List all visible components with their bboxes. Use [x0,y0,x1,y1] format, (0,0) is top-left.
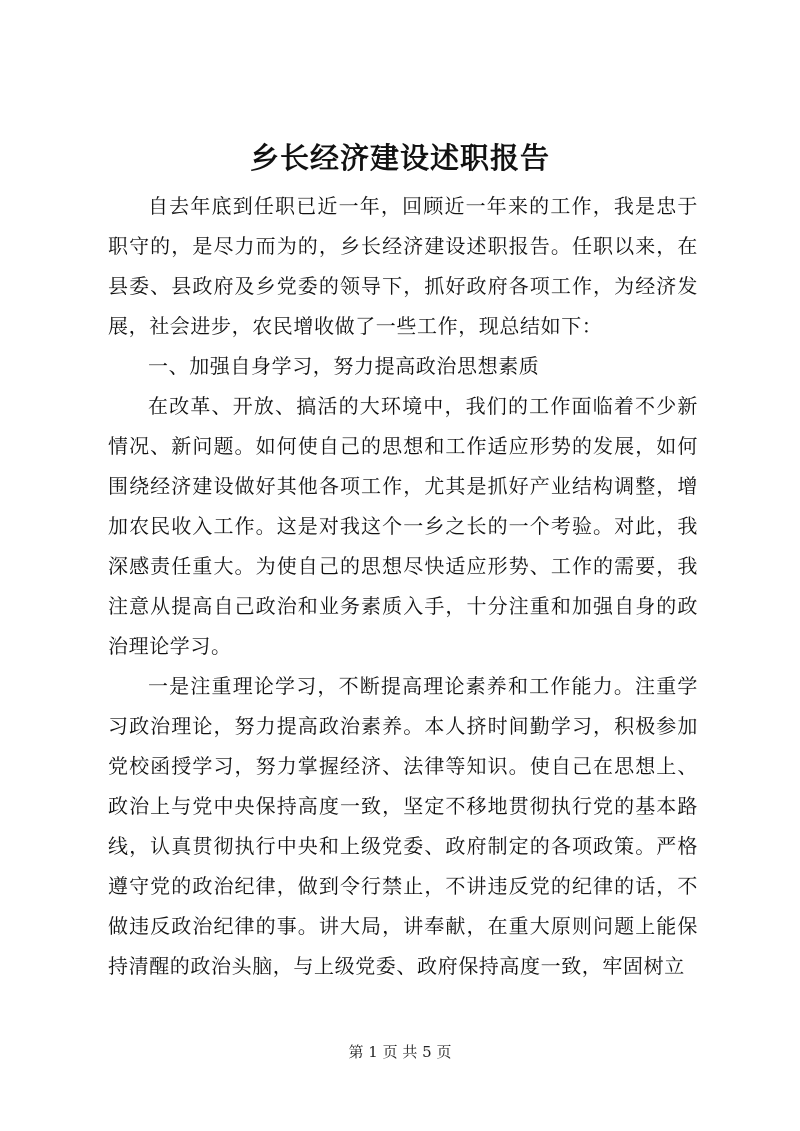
paragraph-context: 在改革、开放、搞活的大环境中，我们的工作面临着不少新情况、新问题。如何使自己的思想和工作适应形势的发展，如何围绕经济建设做好其他各项工作，尤其是抓好产业结构调整，增加农民收入工作。这是对我这个一乡之长的一个考验。对此，我深感责任重大。为使自己的思想尽快适应形势、工作的需要，我注意从提高自己政治和业务素质入手，十分注重和加强自身的政治理论学习。 [108,394,698,658]
paragraph-theory-study: 一是注重理论学习，不断提高理论素养和工作能力。注重学习政治理论，努力提高政治素养。本人挤时间勤学习，积极参加党校函授学习，努力掌握经济、法律等知识。使自己在思想上、政治上与党中央保持高度一致，坚定不移地贯彻执行党的基本路线，认真贯彻执行中央和上级党委、政府制定的各项政策。严格遵守党的政治纪律，做到令行禁止，不讲违反党的纪律的话，不做违反政治纪律的事。讲大局，讲奉献，在重大原则问题上能保持清醒的政治头脑，与上级党委、政府保持高度一致，牢固树立 [108,674,698,978]
paragraph-intro: 自去年底到任职已近一年，回顾近一年来的工作，我是忠于职守的，是尽力而为的，乡长经济建设述职报告。任职以来，在县委、县政府及乡党委的领导下，抓好政府各项工作，为经济发展，社会进步，农民增收做了一些工作，现总结如下： [108,194,698,338]
document-title: 乡长经济建设述职报告 [249,141,550,175]
page-footer: 第 1 页 共 5 页 [348,1043,452,1061]
document-body [108,186,698,986]
section-heading-1: 一、加强自身学习，努力提高政治思想素质 [148,354,540,378]
